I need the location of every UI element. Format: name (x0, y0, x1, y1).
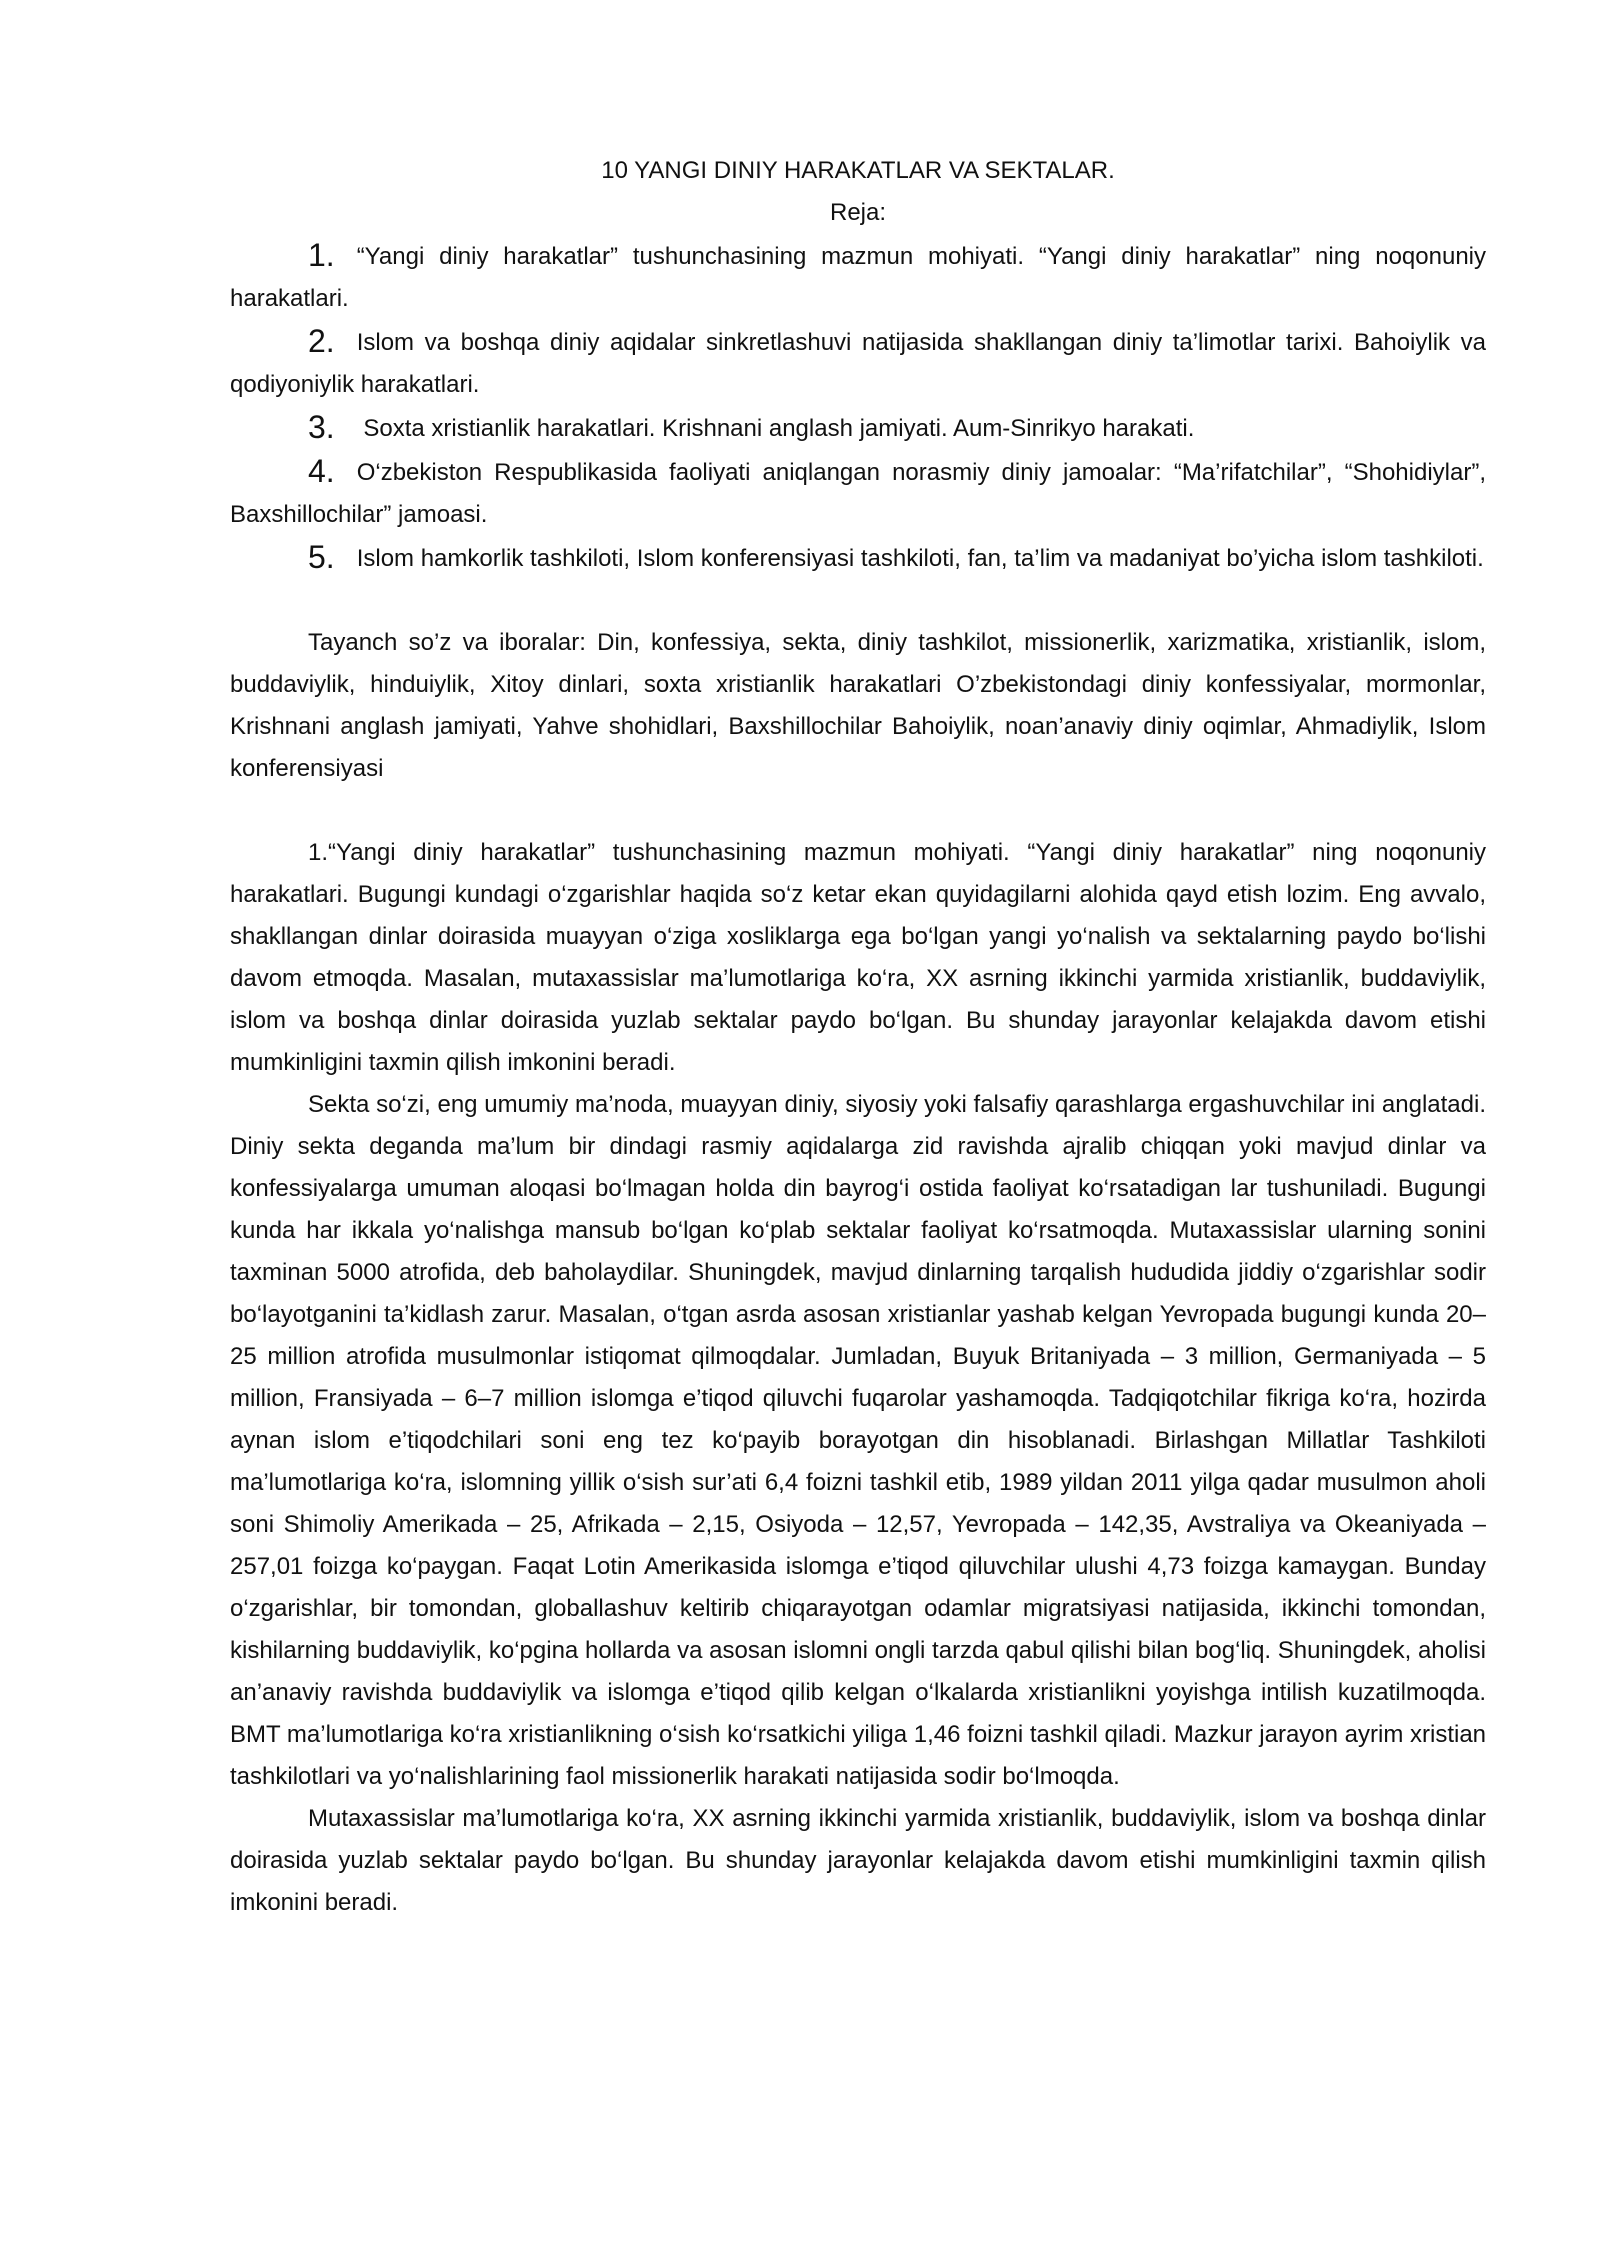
plan-item (230, 320, 1486, 406)
keywords-paragraph: Tayanch so’z va iboralar: Din, konfessiya, sekta, diniy tashkilot, missionerlik, xarizmatika, xristianlik, islom, buddaviylik, hinduiylik, Xitoy dinlari, soxta xristianlik harakatlari O’zbekistondagi diniy konfessiyalar, mormonlar, Krishnani anglash jamiyati, Yahve shohidlari, Baxshillochilar Bahoiylik, noan’anaviy diniy oqimlar, Ahmadiylik, Islom konferensiyasi (230, 629, 1486, 782)
spacer (230, 580, 1486, 622)
plan-list (230, 234, 1486, 580)
spacer (230, 790, 1486, 832)
plan-item-number: 3. (308, 409, 335, 445)
document-page (230, 150, 1486, 1924)
plan-item (230, 406, 1486, 450)
plan-item (230, 234, 1486, 320)
plan-item-number: 5. (308, 539, 335, 575)
plan-item-text: “Yangi diniy harakatlar” tushunchasining mazmun mohiyati. “Yangi diniy harakatlar” ning noqonuniy harakatlari. (230, 243, 1486, 312)
plan-item (230, 536, 1486, 580)
plan-item-text: Soxta xristianlik harakatlari. Krishnani anglash jamiyati. Aum-Sinrikyo harakati. (356, 415, 1195, 442)
plan-item-text: Islom hamkorlik tashkiloti, Islom konferensiyasi tashkiloti, fan, ta’lim va madaniyat bo’yicha islom tashkiloti. (356, 545, 1484, 572)
body-paragraph: Mutaxassislar ma’lumotlariga ko‘ra, XX asrning ikkinchi yarmida xristianlik, buddaviylik, islom va boshqa dinlar doirasida yuzlab sektalar paydo bo‘lgan. Bu shunday jarayonlar kelajakda davom etishi mumkinligini taxmin qilish imkonini beradi. (230, 1805, 1486, 1916)
page-title: 10 YANGI DINIY HARAKATLAR VA SEKTALAR. (601, 157, 1115, 184)
plan-item-number: 2. (308, 323, 335, 359)
plan-item-text: Islom va boshqa diniy aqidalar sinkretlashuvi natijasida shakllangan diniy ta’limotlar tarixi. Bahoiylik va qodiyoniylik harakatlari. (230, 329, 1486, 398)
plan-item-number: 4. (308, 453, 335, 489)
plan-item (230, 450, 1486, 536)
plan-heading: Reja: (829, 199, 887, 226)
plan-item-text: O‘zbekiston Respublikasida faoliyati aniqlangan norasmiy diniy jamoalar: “Ma’rifatchilar”, “Shohidiylar”, Baxshillochilar” jamoasi. (230, 459, 1486, 528)
body-paragraph: 1.“Yangi diniy harakatlar” tushunchasining mazmun mohiyati. “Yangi diniy harakatlar” ning noqonuniy harakatlari. Bugungi kundagi o‘zgarishlar haqida so‘z ketar ekan quyidagilarni alohida qayd etish lozim. Eng avvalo, shakllangan dinlar doirasida muayyan o‘ziga xosliklarga ega bo‘lgan yangi yo‘nalish va sektalarning paydo bo‘lishi davom etmoqda. Masalan, mutaxassislar ma’lumotlariga ko‘ra, XX asrning ikkinchi yarmida xristianlik, buddaviylik, islom va boshqa dinlar doirasida yuzlab sektalar paydo bo‘lgan. Bu shunday jarayonlar kelajakda davom etishi mumkinligini taxmin qilish imkonini beradi. (230, 839, 1486, 1076)
body-paragraph: Sekta so‘zi, eng umumiy ma’noda, muayyan diniy, siyosiy yoki falsafiy qarashlarga ergashuvchilar ini anglatadi. Diniy sekta deganda ma’lum bir dindagi rasmiy aqidalarga zid ravishda ajralib chiqqan yoki mavjud dinlar va konfessiyalarga umuman aloqasi bo‘lmagan holda din bayrog‘i ostida faoliyat ko‘rsatadigan lar tushuniladi. Bugungi kunda har ikkala yo‘nalishga mansub bo‘lgan ko‘plab sektalar faoliyat ko‘rsatmoqda. Mutaxassislar ularning sonini taxminan 5000 atrofida, deb baholaydilar. Shuningdek, mavjud dinlarning tarqalish hududida jiddiy o‘zgarishlar sodir bo‘layotganini ta’kidlash zarur. Masalan, o‘tgan asrda asosan xristianlar yashab kelgan Yevropada bugungi kunda 20–25 million atrofida musulmonlar istiqomat qilmoqdalar. Jumladan, Buyuk Britaniyada – 3 million, Germaniyada – 5 million, Fransiyada – 6–7 million islomga e’tiqod qiluvchi fuqarolar yashamoqda. Tadqiqotchilar fikriga ko‘ra, hozirda aynan islom e’tiqodchilari soni eng tez ko‘payib borayotgan din hisoblanadi. Birlashgan Millatlar Tashkiloti ma’lumotlariga ko‘ra, islomning yillik o‘sish sur’ati 6,4 foizni tashkil etib, 1989 yildan 2011 yilga qadar musulmon aholi soni Shimoliy Amerikada – 25, Afrikada – 2,15, Osiyoda – 12,57, Yevropada – 142,35, Avstraliya va Okeaniyada – 257,01 foizga ko‘paygan. Faqat Lotin Amerikasida islomga e’tiqod qiluvchilar ulushi 4,73 foizga kamaygan. Bunday o‘zgarishlar, bir tomondan, globallashuv keltirib chiqarayotgan odamlar migratsiyasi natijasida, ikkinchi tomondan, kishilarning buddaviylik, ko‘pgina hollarda va asosan islomni ongli tarzda qabul qilishi bilan bog‘liq. Shuningdek, aholisi an’anaviy ravishda buddaviylik va islomga e’tiqod qilib kelgan o‘lkalarda xristianlikni yoyishga intilish kuzatilmoqda. BMT ma’lumotlariga ko‘ra xristianlikning o‘sish ko‘rsatkichi yiliga 1,46 foizni tashkil qiladi. Mazkur jarayon ayrim xristian tashkilotlari va yo‘nalishlarining faol missionerlik harakati natijasida sodir bo‘lmoqda. (230, 1091, 1487, 1790)
plan-item-number: 1. (308, 237, 335, 273)
